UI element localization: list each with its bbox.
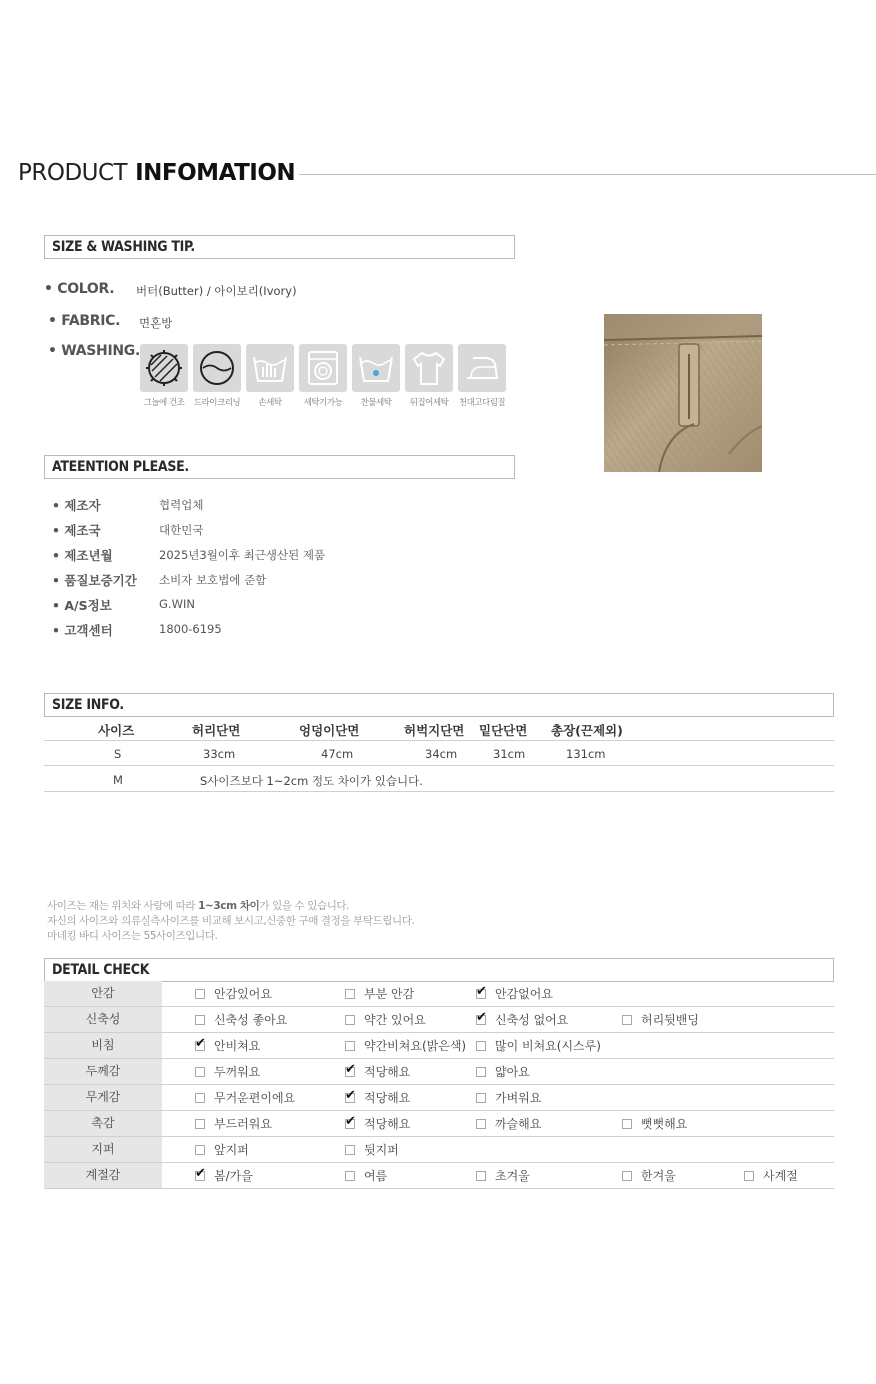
detail-row-label: 신축성 (44, 1007, 162, 1032)
checkbox[interactable] (476, 1171, 486, 1181)
size-header: 밑단단면 (479, 723, 528, 738)
detail-option-label: 무거운편이에요 (214, 1091, 296, 1105)
detail-option-label: 두꺼워요 (214, 1065, 261, 1079)
wash-caption: 드라이크리닝 (193, 398, 241, 408)
detail-option[interactable] (345, 1111, 410, 1136)
size-note: S사이즈보다 1~2cm 정도 차이가 있습니다. (200, 774, 423, 788)
checkbox-checked[interactable] (476, 1015, 486, 1025)
attention-label: • 품질보증기간 (52, 573, 137, 588)
size-cell: 131cm (566, 747, 606, 761)
checkbox-checked[interactable] (476, 989, 486, 999)
detail-option[interactable] (345, 1163, 387, 1188)
fabric-value: 면혼방 (139, 316, 173, 330)
wash-item-low-iron (458, 344, 506, 408)
size-note-line1 (47, 898, 349, 913)
checkbox[interactable] (195, 1093, 205, 1103)
detail-option[interactable] (744, 1163, 798, 1188)
detail-option-label: 뻣뻣해요 (641, 1117, 688, 1131)
detail-row (44, 1111, 834, 1137)
detail-option[interactable] (195, 1111, 272, 1136)
detail-option-label: 약간 있어요 (364, 1013, 426, 1027)
size-note-line3: 마네킹 바디 사이즈는 55사이즈입니다. (47, 930, 218, 942)
checkbox[interactable] (744, 1171, 754, 1181)
attention-title: ATEENTION PLEASE. (44, 455, 515, 479)
detail-option-label: 안감없어요 (495, 987, 553, 1001)
attention-value: 소비자 보호법에 준함 (159, 573, 267, 587)
detail-option-label: 까슬해요 (495, 1117, 542, 1131)
detail-row (44, 1007, 834, 1033)
detail-option-label: 한겨울 (641, 1169, 676, 1183)
detail-option[interactable] (345, 1085, 410, 1110)
size-cell: 33cm (203, 747, 236, 761)
detail-option-label: 적당해요 (364, 1065, 411, 1079)
size-cell: 47cm (321, 747, 354, 761)
size-header: 사이즈 (98, 723, 135, 738)
wash-caption: 찬물세탁 (360, 398, 392, 408)
wash-item-dry-clean (193, 344, 241, 408)
detail-option[interactable] (476, 1059, 530, 1084)
detail-row-label: 두께감 (44, 1059, 162, 1084)
detail-option[interactable] (622, 1007, 699, 1032)
detail-option[interactable] (345, 1137, 399, 1162)
detail-option-label: 가벼워요 (495, 1091, 542, 1105)
detail-option[interactable] (195, 981, 272, 1006)
detail-option[interactable] (476, 981, 553, 1006)
attention-value: 대한민국 (159, 523, 204, 537)
divider (44, 791, 834, 792)
detail-option[interactable] (195, 1007, 287, 1032)
checkbox[interactable] (476, 1119, 486, 1129)
detail-row (44, 1163, 834, 1189)
size-header: 총장(끈제외) (551, 723, 623, 738)
detail-row (44, 1059, 834, 1085)
detail-check-title: DETAIL CHECK (44, 958, 834, 982)
detail-option-label: 안비쳐요 (214, 1039, 261, 1053)
page-heading (18, 156, 876, 190)
size-header: 엉덩이단면 (299, 723, 360, 738)
detail-option[interactable] (622, 1163, 676, 1188)
detail-row-label: 촉감 (44, 1111, 162, 1136)
detail-row-label: 안감 (44, 981, 162, 1006)
size-washing-title: SIZE & WASHING TIP. (44, 235, 515, 259)
divider (44, 740, 834, 741)
note-text: 사이즈는 재는 위치와 사람에 따라 (47, 900, 199, 912)
divider (44, 765, 834, 766)
detail-option[interactable] (476, 1007, 568, 1032)
detail-option-label: 적당해요 (364, 1117, 411, 1131)
note-text: 가 있을 수 있습니다. (259, 900, 350, 912)
attention-label: • 고객센터 (52, 623, 113, 638)
size-cell: M (113, 773, 123, 787)
dry-clean-icon (193, 344, 241, 392)
attention-value: 협력업체 (159, 498, 204, 512)
product-detail-photo (604, 314, 762, 472)
checkbox[interactable] (195, 1145, 205, 1155)
detail-option[interactable] (195, 1137, 249, 1162)
color-value: 버터(Butter) / 아이보리(Ivory) (136, 284, 297, 298)
checkbox-checked[interactable] (195, 1171, 205, 1181)
detail-option-label: 약간비쳐요(밝은색) (364, 1039, 467, 1053)
attention-value: 2025년3월이후 최근생산된 제품 (159, 548, 326, 562)
detail-option-label: 얇아요 (495, 1065, 530, 1079)
detail-option-label: 사계절 (763, 1169, 798, 1183)
size-cell: 31cm (493, 747, 526, 761)
detail-option[interactable] (622, 1111, 687, 1136)
detail-row (44, 981, 834, 1007)
attention-label: • 제조자 (52, 498, 101, 513)
shade-dry-icon (140, 344, 188, 392)
heading-bold: INFOMATION (135, 160, 296, 186)
wash-item-hand-wash (246, 344, 294, 408)
detail-option[interactable] (195, 1085, 295, 1110)
detail-option[interactable] (476, 1111, 541, 1136)
detail-option-label: 뒷지퍼 (364, 1143, 399, 1157)
checkbox[interactable] (476, 1093, 486, 1103)
detail-option-label: 부드러워요 (214, 1117, 272, 1131)
detail-option[interactable] (195, 1033, 260, 1058)
checkbox[interactable] (345, 989, 355, 999)
wash-caption: 그늘에 건조 (143, 398, 185, 408)
checkbox[interactable] (195, 989, 205, 999)
wash-item-cold-wash (352, 344, 400, 408)
fabric-label: • FABRIC. (48, 313, 121, 329)
detail-option[interactable] (345, 1033, 466, 1058)
attention-value: G.WIN (159, 597, 195, 611)
detail-row (44, 1085, 834, 1111)
wash-caption: 손세탁 (258, 398, 282, 408)
detail-row (44, 1137, 834, 1163)
detail-option-label: 봄/가을 (214, 1169, 253, 1183)
attention-value: 1800-6195 (159, 622, 222, 636)
detail-option-label: 안감있어요 (214, 987, 272, 1001)
heading-thin: PRODUCT (18, 160, 128, 186)
checkbox[interactable] (345, 1171, 355, 1181)
detail-option[interactable] (476, 1163, 530, 1188)
checkbox[interactable] (195, 1015, 205, 1025)
size-note-line2: 자신의 사이즈와 의류실측사이즈를 비교해 보시고,신중한 구매 결정을 부탁드립니다. (47, 915, 415, 927)
checkbox[interactable] (622, 1119, 632, 1129)
checkbox[interactable] (622, 1171, 632, 1181)
detail-option[interactable] (345, 1059, 410, 1084)
detail-option[interactable] (195, 1059, 260, 1084)
detail-option[interactable] (476, 1033, 601, 1058)
size-cell: S (114, 747, 122, 761)
checkbox-checked[interactable] (345, 1119, 355, 1129)
detail-row (44, 1033, 834, 1059)
detail-option-label: 적당해요 (364, 1091, 411, 1105)
checkbox[interactable] (195, 1067, 205, 1077)
cold-wash-icon (352, 344, 400, 392)
machine-wash-icon (299, 344, 347, 392)
detail-option[interactable] (195, 1163, 253, 1188)
washing-label: • WASHING. (48, 343, 141, 359)
size-info-title: SIZE INFO. (44, 693, 834, 717)
checkbox-checked[interactable] (345, 1093, 355, 1103)
attention-label: • 제조년월 (52, 548, 113, 563)
checkbox[interactable] (476, 1067, 486, 1077)
wash-item-shade-dry (140, 344, 188, 408)
detail-option-label: 부분 안감 (364, 987, 415, 1001)
detail-option-label: 여름 (364, 1169, 388, 1183)
hand-wash-icon (246, 344, 294, 392)
wash-caption: 세탁기가능 (303, 398, 343, 408)
detail-option-label: 허리뒷밴딩 (641, 1013, 699, 1027)
attention-label: • 제조국 (52, 523, 101, 538)
size-header: 허벅지단면 (404, 723, 465, 738)
detail-option[interactable] (476, 1085, 541, 1110)
detail-option[interactable] (345, 1007, 426, 1032)
detail-option-label: 초겨울 (495, 1169, 530, 1183)
checkbox[interactable] (345, 1015, 355, 1025)
detail-option-label: 많이 비쳐요(시스루) (495, 1039, 601, 1053)
checkbox-checked[interactable] (195, 1041, 205, 1051)
detail-option[interactable] (345, 981, 414, 1006)
wash-item-inside-out (405, 344, 453, 408)
detail-option-label: 신축성 없어요 (495, 1013, 569, 1027)
heading-rule (299, 174, 876, 175)
wash-caption: 뒤집어세탁 (409, 398, 449, 408)
checkbox[interactable] (345, 1145, 355, 1155)
low-iron-icon (458, 344, 506, 392)
detail-row-label: 비침 (44, 1033, 162, 1058)
checkbox-checked[interactable] (345, 1067, 355, 1077)
wash-caption: 천대고다림질 (458, 398, 506, 408)
detail-row-label: 계절감 (44, 1163, 162, 1188)
note-bold: 1~3cm 차이 (198, 900, 260, 912)
inside-out-wash-icon (405, 344, 453, 392)
checkbox[interactable] (345, 1041, 355, 1051)
size-header: 허리단면 (192, 723, 241, 738)
size-cell: 34cm (425, 747, 458, 761)
checkbox[interactable] (476, 1041, 486, 1051)
checkbox[interactable] (622, 1015, 632, 1025)
detail-option-label: 신축성 좋아요 (214, 1013, 288, 1027)
checkbox[interactable] (195, 1119, 205, 1129)
wash-item-machine-wash (299, 344, 347, 408)
color-label: • COLOR. (44, 281, 115, 297)
detail-row-label: 무게감 (44, 1085, 162, 1110)
detail-row-label: 지퍼 (44, 1137, 162, 1162)
attention-label: • A/S정보 (52, 598, 112, 613)
detail-option-label: 앞지퍼 (214, 1143, 249, 1157)
